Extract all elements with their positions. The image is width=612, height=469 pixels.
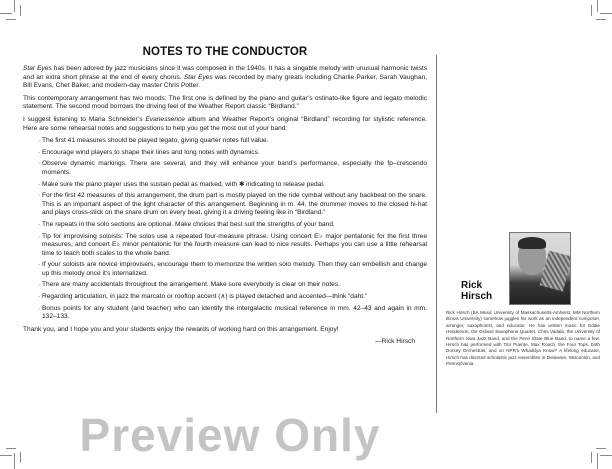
conductor-notes xyxy=(23,46,427,347)
crop-mark-bottom-right xyxy=(597,453,598,469)
crop-mark-bottom-left xyxy=(14,453,15,469)
list-item: · There are many accidentals throughout the arrangement. Make sure everybody is clear on their notes. xyxy=(39,281,427,290)
title-reference: Star Eyes xyxy=(23,65,52,72)
intro-paragraph xyxy=(23,116,427,133)
crop-mark-top-left xyxy=(0,13,12,14)
author-name xyxy=(461,280,492,302)
signature: —Rick Hirsch xyxy=(375,338,415,346)
hair-image xyxy=(518,237,546,249)
list-item: · The repeats in the solo sections are optional. Make choices that best suit the strengths of your band. xyxy=(39,221,427,230)
crop-mark-bottom-right xyxy=(591,452,592,463)
crop-mark-top-right xyxy=(591,5,592,16)
list-item: · Tip for improvising soloists: The solos use a repeated four-measure phrase. Using concert E♭ major pentatonic for the first three measures, and concert E♭ minor pentatonic for the fourth measure can lead to nice results. Perhaps you can use a little rehearsal time to teach both scales to the whole band. xyxy=(39,233,427,259)
text-segment: was recorded by many greats including Charlie Parker, Sarah Vaughan, Bill Evans, Chet Baker, and modern-day master Chris Potter. xyxy=(23,73,427,90)
author-photo xyxy=(509,232,571,305)
text-segment: has been adored by jazz musicians since it was composed in the 1940s. It has a singable melody with unusual harmonic twists and an extra short phrase at the end of every chorus. xyxy=(23,65,427,81)
crop-mark-top-left xyxy=(20,5,21,16)
crop-mark-top-left xyxy=(6,19,16,20)
list-item: · The first 41 measures should be played legato, giving quarter notes full value. xyxy=(39,137,427,146)
page-title: NOTES TO THE CONDUCTOR xyxy=(142,46,308,58)
crop-mark-bottom-right xyxy=(596,448,606,449)
text-segment: This contemporary arrangement has two moods: The first one is defined by the piano and guitar’s ostinato-like figure and legato melodic statement. The second mood borrows the driving feel of the Weather Report classic “Birdland.” xyxy=(23,94,427,111)
crop-mark-top-right xyxy=(596,19,606,20)
author-first-name: Rick xyxy=(461,280,483,291)
crop-mark-bottom-left xyxy=(20,452,21,463)
text-segment: album and Weather Report’s original “Birdland” recording for stylistic reference. Here are some rehearsal notes and suggestions to help you get the most out of your band: xyxy=(23,115,427,132)
crop-mark-top-right xyxy=(597,0,598,12)
crop-mark-top-left xyxy=(14,0,15,12)
intro-paragraph xyxy=(23,65,427,91)
text-segment: I suggest listening to Maria Schneider’s xyxy=(23,115,146,123)
list-item: · Observe dynamic markings. There are several, and they will enhance your band’s performance, especially the fp–crescendo moments. xyxy=(39,160,427,177)
closing-paragraph: Thank you, and I hope you and your students enjoy the rewards of working hard on this arrangement. Enjoy! xyxy=(23,325,339,333)
list-item: · Regarding articulation, in jazz the marcato or rooftop accent (∧) is played detached and accented—think “daht.” xyxy=(39,293,427,302)
column-divider xyxy=(436,55,437,413)
list-item: · If your soloists are novice improvisers, encourage them to memorize the written solo melody. Then they can embellish and change up this melody once it’s internalized. xyxy=(39,261,427,278)
title-reference: Star Eyes xyxy=(183,73,213,81)
crop-mark-bottom-left xyxy=(6,448,16,449)
rehearsal-notes-list xyxy=(23,137,427,322)
preview-watermark: Preview Only xyxy=(79,409,381,461)
list-item: · Encourage wind players to shape their lines and long notes with dynamics. xyxy=(39,149,427,158)
intro-paragraph xyxy=(23,95,427,112)
title-reference: Evanessence xyxy=(145,115,185,123)
author-bio: Rick Hirsch (BA Music University of Massachusetts-Amherst, MM Northern Illinois University) somehow juggles his work as an independent composer, arranger, saxophonist, and educator. He has written music for Eddie Henderson, the Oxland Saxophone Quartet, Chris Vadala, the University of Northern Iowa Jazz Band, and the Penn State Blue Band, to name a few. Hirsch has performed with Tito Puente, Max Roach, the Four Tops, both Dorsey Orchestras, and on NPR’s Whaddya Know? A lifelong educator, Hirsch has directed scholastic jazz ensembles in Delaware, Wisconsin, and Pennsylvania. xyxy=(446,310,600,367)
crop-mark-bottom-right xyxy=(600,455,612,456)
list-item: · For the first 42 measures of this arrangement, the drum part is mostly played on the ride cymbal without any backbeat on the snare. This is an important aspect of the light character of this arrangement. Beginning in m. 44, the drummer moves to the closed hi-hat and plays cross-stick on the snare drum on every beat, giving it a driving feeling like in “Birdland.” xyxy=(39,192,427,218)
author-last-name: Hirsch xyxy=(461,291,493,302)
crop-mark-bottom-left xyxy=(0,455,12,456)
list-item: · Bonus points for any student (and teacher) who can identify the intergalactic musical reference in mm. 42–43 and again in mm. 132–133. xyxy=(39,305,427,322)
crop-mark-top-right xyxy=(600,13,612,14)
list-item: · Make sure the piano player uses the sustain pedal as marked, with ✱ indicating to release pedal. xyxy=(39,181,427,190)
intro-paragraphs xyxy=(23,65,427,133)
